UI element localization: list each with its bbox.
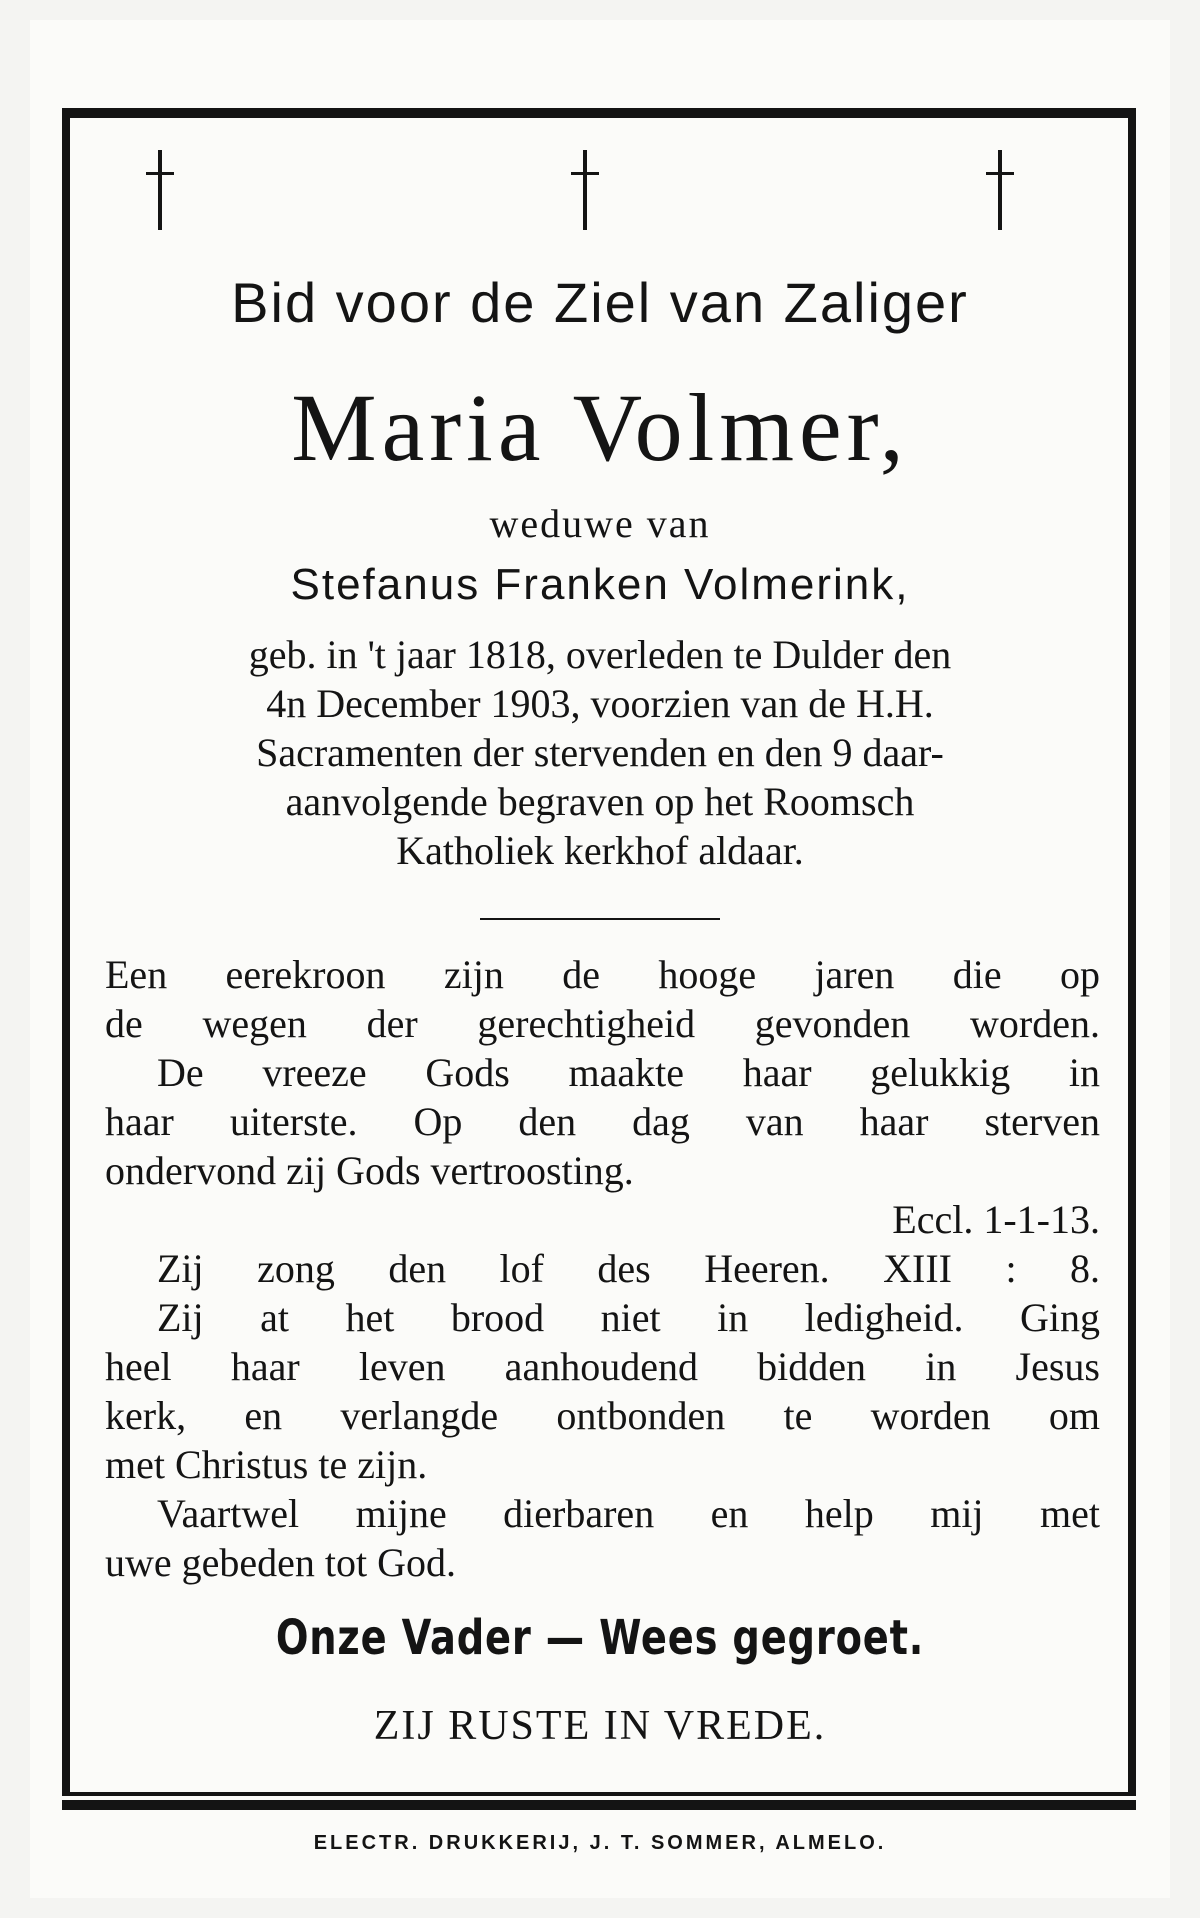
deceased-name: Maria Volmer,	[291, 374, 909, 481]
verse-line: Zij at het brood niet in ledigheid. Ging	[157, 1295, 1100, 1340]
verse-block-1	[105, 950, 1100, 1244]
widow-line: weduwe van	[489, 501, 711, 546]
verse-block-3	[105, 1293, 1100, 1489]
cross-icon	[565, 150, 605, 230]
verse-line: uwe gebeden tot God.	[105, 1540, 457, 1585]
bio-line: Katholiek kerkhof aldaar.	[396, 828, 804, 873]
prayers-line: Onze Vader — Wees gegroet.	[275, 1610, 925, 1666]
verse-line: ondervond zij Gods vertroosting.	[105, 1148, 634, 1193]
printer-credit: ELECTR. DRUKKERIJ, J. T. SOMMER, ALMELO.	[313, 1832, 887, 1854]
verse-line	[105, 1244, 1100, 1293]
bio-line: geb. in 't jaar 1818, overleden te Dulder den	[248, 632, 952, 677]
rest-in-peace: ZIJ RUSTE IN VREDE.	[373, 1703, 827, 1749]
heading: Bid voor de Ziel van Zaliger	[231, 271, 969, 334]
verse-line: Vaartwel mijne dierbaren en help mij met	[157, 1491, 1100, 1536]
separator-rule	[480, 918, 720, 920]
verse-line: haar uiterste. Op den dag van haar sterven	[105, 1099, 1100, 1144]
verse-line: de wegen der gerechtigheid gevonden worden.	[105, 1001, 1100, 1046]
verse-line: De vreeze Gods maakte haar gelukkig in	[157, 1050, 1100, 1095]
cross-icon	[980, 150, 1020, 230]
verse-text: Zij zong den lof des Heeren.	[157, 1246, 830, 1291]
verse-line: met Christus te zijn.	[105, 1442, 428, 1487]
bottom-rule	[62, 1800, 1136, 1810]
crosses-row	[100, 150, 1100, 240]
husband-name: Stefanus Franken Volmerink,	[290, 560, 910, 609]
verse-block-2	[105, 1244, 1100, 1293]
verse-reference: XIII : 8.	[883, 1246, 1101, 1291]
bio-line: Sacramenten der stervenden en den 9 daar-	[256, 730, 944, 775]
verse-block-4	[105, 1489, 1100, 1587]
verse-line: heel haar leven aanhoudend bidden in Jesus	[105, 1344, 1100, 1389]
bio-line: aanvolgende begraven op het Roomsch	[285, 779, 915, 824]
verse-line: kerk, en verlangde ontbonden te worden om	[105, 1393, 1100, 1438]
verse-reference: Eccl. 1-1-13.	[892, 1197, 1100, 1242]
bio-line: 4n December 1903, voorzien van de H.H.	[266, 681, 934, 726]
cross-icon	[140, 150, 180, 230]
biography	[100, 630, 1100, 875]
verse-line: Een eerekroon zijn de hooge jaren die op	[105, 952, 1100, 997]
